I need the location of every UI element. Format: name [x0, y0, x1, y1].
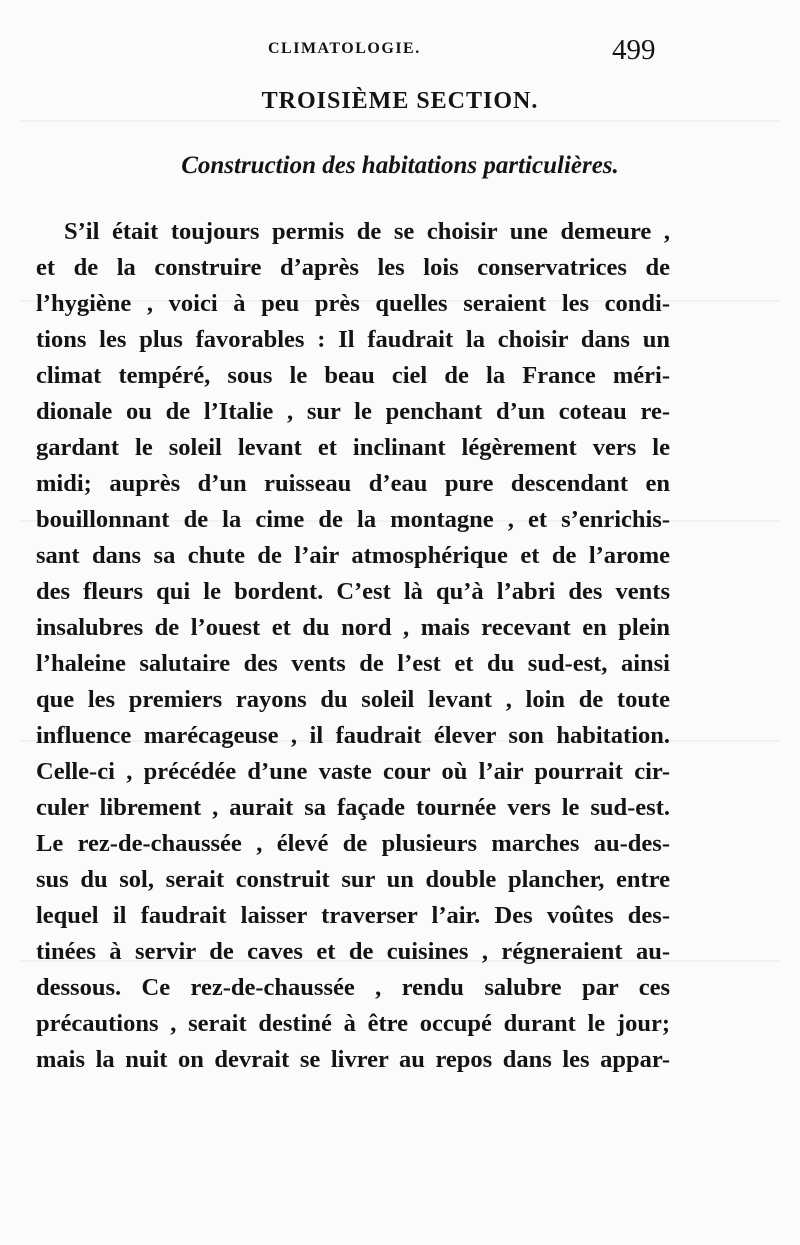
text-line: et de la construire d’après les lois conservatrices de: [36, 254, 670, 281]
text-line: sant dans sa chute de l’air atmosphérique et de l’arome: [36, 542, 670, 569]
text-line: mais la nuit on devrait se livrer au repos dans les appar-: [36, 1046, 670, 1073]
text-line: bouillonnant de la cime de la montagne , et s’enrichis-: [36, 506, 670, 533]
text-line: midi; auprès d’un ruisseau d’eau pure descendant en: [36, 470, 670, 497]
bleed-through-mark: [20, 120, 780, 122]
text-line: sus du sol, serait construit sur un double plancher, entre: [36, 866, 670, 893]
text-line: lequel il faudrait laisser traverser l’air. Des voûtes des-: [36, 902, 670, 929]
text-line: influence marécageuse , il faudrait élever son habitation.: [36, 722, 670, 749]
text-line: culer librement , aurait sa façade tournée vers le sud-est.: [36, 794, 670, 821]
running-title: CLIMATOLOGIE.: [268, 40, 421, 57]
text-line: climat tempéré, sous le beau ciel de la France méri-: [36, 362, 670, 389]
text-line: l’hygiène , voici à peu près quelles seraient les condi-: [36, 290, 670, 317]
body-text: [36, 214, 670, 1078]
text-line: dessous. Ce rez-de-chaussée , rendu salubre par ces: [36, 974, 670, 1001]
text-line: dionale ou de l’Italie , sur le penchant d’un coteau re-: [36, 398, 670, 425]
text-line: Celle-ci , précédée d’une vaste cour où l’air pourrait cir-: [36, 758, 670, 785]
text-line: l’haleine salutaire des vents de l’est et du sud-est, ainsi: [36, 650, 670, 677]
text-line: S’il était toujours permis de se choisir une demeure ,: [64, 218, 670, 245]
text-line: gardant le soleil levant et inclinant légèrement vers le: [36, 434, 670, 461]
text-line: tions les plus favorables : Il faudrait la choisir dans un: [36, 326, 670, 353]
page-number: 499: [612, 34, 656, 66]
running-head: [0, 34, 800, 74]
text-line: Le rez-de-chaussée , élevé de plusieurs marches au-des-: [36, 830, 670, 857]
section-subtitle: Construction des habitations particulières.: [181, 152, 619, 179]
text-line: insalubres de l’ouest et du nord , mais recevant en plein: [36, 614, 670, 641]
text-line: tinées à servir de caves et de cuisines , régneraient au-: [36, 938, 670, 965]
text-line: des fleurs qui le bordent. C’est là qu’à l’abri des vents: [36, 578, 670, 605]
text-line: que les premiers rayons du soleil levant , loin de toute: [36, 686, 670, 713]
section-title: TROISIÈME SECTION.: [261, 88, 539, 114]
text-line: précautions , serait destiné à être occupé durant le jour;: [36, 1010, 670, 1037]
